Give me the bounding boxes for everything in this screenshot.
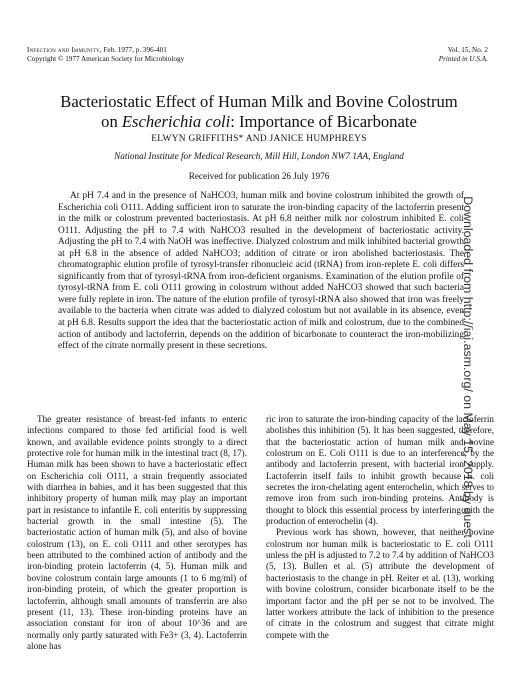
printed-in: Printed in U.S.A. — [438, 55, 488, 63]
title-line-2: on Escherichia coli: Importance of Bicarbonate — [101, 112, 417, 131]
received-date: Received for publication 26 July 1976 — [188, 171, 330, 181]
copyright: Copyright © 1977 American Society for Microbiology — [27, 55, 185, 63]
issue-info: , Feb. 1977, p. 396-401 — [99, 46, 167, 54]
body-paragraph: Previous work has shown, however, that neither bovine colostrum nor human milk is bacteriostatic to E. coli O111 unless the pH is adjusted to 7.2 to 7.4 by addition of NaHCO3 (5, 13). Bullen et al. (5) attribute the development of bacteriostasis to the change in pH. Reiter et al. (13), working with bovine colostrum, consider bicarbonate itself to be the important factor and the pH per se not to be involved. The latter workers attribute the lack of inhibition to the presence of citrate in the colostrum and suggest that citrate might compete with the — [266, 527, 494, 640]
title-species: Escherichia coli — [121, 112, 231, 131]
running-header-left — [27, 46, 184, 64]
abstract: At pH 7.4 and in the presence of NaHCO3, human milk and bovine colostrum inhibited the growth of Escherichia coli O111. Adding sufficient iron to saturate the iron-binding capacity of the lactoferrin present in the milk or colostrum prevented bacteriostasis. At pH 6.8 neither milk nor colostrum inhibited E. coli O111. Adjusting the pH to 7.4 with NaHCO3 resulted in the development of bacteriostatic activity. Adjusting the pH to 7.4 with NaOH was ineffective. Dialyzed colostrum and milk inhibited bacterial growth at pH 6.8 in the absence of added NaHCO3; addition of citrate or iron abolished bacteriostasis. The chromatographic elution profile of tyrosyl-transfer ribonucleic acid (tRNA) from iron-replete E. coli differs significantly from that of tyrosyl-tRNA from iron-deficient organisms. Examination of the elution profile of tyrosyl-tRNA from E. coli O111 growing in colostrum without added NaHCO3 showed that such bacteria were fully replete in iron. The nature of the elution profile of tyrosyl-tRNA also showed that iron was freely available to the bacteria when citrate was added to dialyzed colostum but not available in its absence, even at pH 6.8. Results support the idea that the bacteriostatic action of milk and colostrum, due to the combined action of antibody and lactoferrin, depends on the addition of bicarbonate to counteract the iron-mobilizing effect of the citrate normally present in these secretions. — [58, 191, 464, 352]
body-column-right — [266, 414, 494, 641]
running-header-right — [439, 46, 488, 64]
title-line-1: Bacteriostatic Effect of Human Milk and Bovine Colostrum — [60, 92, 458, 111]
body-column-left: The greater resistance of breast-fed infants to enteric infections compared to those fed artificial food is well known, and available evidence points strongly to a direct protective role for human milk in the intestinal tract (8, 17). Human milk has been shown to have a bacteriostatic effect on Escherichia coli O111, a strain frequently associated with diarrhea in babies, and it has been suggested that this inhibitory property of human milk may play an important part in resistance to infantile E. coli enteritis by suppressing bacterial growth in the small intestine (5). The bacteriostatic action of human milk (5), and also of bovine colostrum (13), on E. coli O111 and other serotypes has been attributed to the combined action of antibody and the iron-binding protein lactoferrin (4, 5). Human milk and bovine colostrum contain large amounts (1 to 6 mg/ml) of iron-binding protein, of which the greater proportion is lactoferrin, although small amounts of transferrin are also present (11, 13). These iron-binding proteins have an association constant for iron of about 10^36 and are normally only partly saturated with Fe3+ (3, 4). Lactoferrin alone has — [27, 414, 247, 651]
affiliation: National Institute for Medical Research, Mill Hill, London NW7 1AA, England — [114, 151, 404, 161]
download-watermark: Downloaded from http://iai.asm.org/ on May 15, 2018 by guest — [461, 196, 475, 538]
article-title — [30, 92, 488, 132]
authors: ELWYN GRIFFITHS* AND JANICE HUMPHREYS — [151, 134, 367, 144]
volume-info: Vol. 15, No. 2 — [447, 46, 488, 54]
body-paragraph: ric iron to saturate the iron-binding capacity of the lactoferrin abolishes this inhibition (5). It has been suggested, therefore, that the bacteriostatic action of human milk and bovine colostrum on E. Coli O111 is due to an interference, by the antibody and lactoferrin present, with bacterial iron supply. Lactoferrin itself fails to inhibit growth because E. coli secretes the iron-chelating agent enterochelin, which serves to remove iron from such iron-binding proteins. Antibody is thought to block this essential process by interfering with the production of enterochelin (4). — [266, 414, 494, 527]
journal-name: Infection and Immunity — [27, 46, 100, 54]
